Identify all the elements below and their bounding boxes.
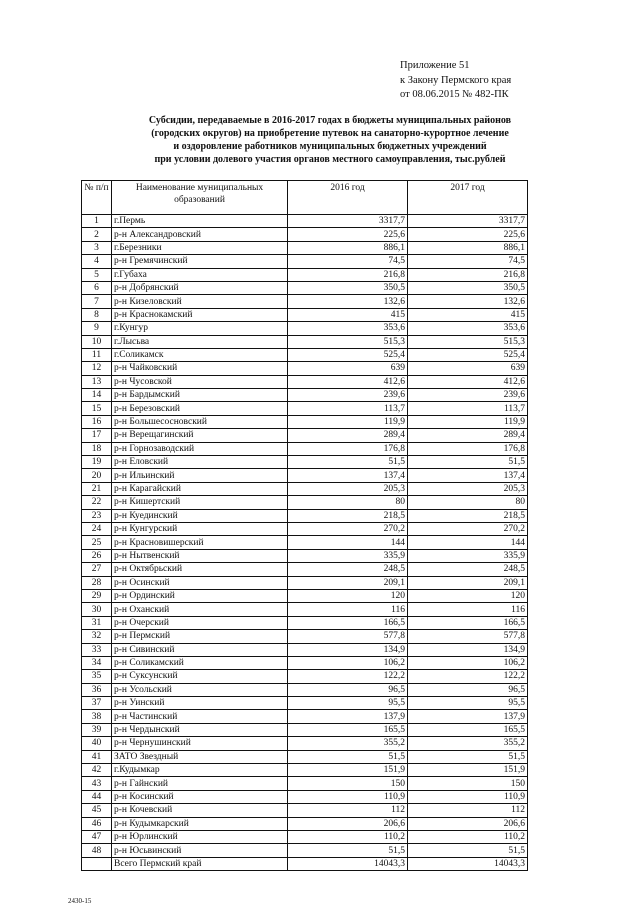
- row-value-2017: 132,6: [408, 295, 528, 308]
- table-row: [82, 375, 528, 388]
- row-municipality: р-н Александровский: [112, 228, 288, 241]
- table-row: [82, 563, 528, 576]
- table-row: [82, 322, 528, 335]
- row-number: 48: [82, 844, 112, 857]
- row-value-2017: 412,6: [408, 375, 528, 388]
- row-municipality: р-н Оханский: [112, 603, 288, 616]
- table-row: [82, 643, 528, 656]
- total-number-cell: [82, 857, 112, 870]
- row-value-2016: 3317,7: [288, 215, 408, 228]
- row-value-2017: 110,9: [408, 790, 528, 803]
- row-municipality: р-н Косинский: [112, 790, 288, 803]
- row-value-2016: 639: [288, 362, 408, 375]
- row-municipality: р-н Чайковский: [112, 362, 288, 375]
- row-number: 31: [82, 616, 112, 629]
- row-number: 1: [82, 215, 112, 228]
- total-value-2017: 14043,3: [408, 857, 528, 870]
- table-row: [82, 723, 528, 736]
- row-value-2016: 119,9: [288, 415, 408, 428]
- row-number: 27: [82, 563, 112, 576]
- row-value-2016: 209,1: [288, 576, 408, 589]
- row-value-2017: 120: [408, 589, 528, 602]
- row-number: 24: [82, 522, 112, 535]
- row-number: 15: [82, 402, 112, 415]
- table-row: [82, 844, 528, 857]
- row-municipality: г.Губаха: [112, 268, 288, 281]
- row-value-2016: 95,5: [288, 697, 408, 710]
- table-row: [82, 764, 528, 777]
- table-row: [82, 777, 528, 790]
- row-municipality: г.Соликамск: [112, 348, 288, 361]
- table-row: [82, 335, 528, 348]
- subsidy-table: [81, 180, 528, 871]
- row-value-2017: 165,5: [408, 723, 528, 736]
- row-municipality: р-н Юсьвинский: [112, 844, 288, 857]
- row-value-2017: 525,4: [408, 348, 528, 361]
- row-municipality: р-н Краснокамский: [112, 308, 288, 321]
- title-line-4: при условии долевого участия органов местного самоуправления, тыс.рублей: [154, 154, 506, 165]
- row-municipality: г.Кудымкар: [112, 764, 288, 777]
- row-value-2017: 51,5: [408, 456, 528, 469]
- row-value-2016: 137,4: [288, 469, 408, 482]
- row-number: 18: [82, 442, 112, 455]
- row-number: 22: [82, 496, 112, 509]
- row-municipality: р-н Сивинский: [112, 643, 288, 656]
- row-value-2016: 206,6: [288, 817, 408, 830]
- row-number: 41: [82, 750, 112, 763]
- table-row: [82, 790, 528, 803]
- table-row: [82, 482, 528, 495]
- table-row: [82, 549, 528, 562]
- row-number: 33: [82, 643, 112, 656]
- total-value-2016: 14043,3: [288, 857, 408, 870]
- row-number: 45: [82, 804, 112, 817]
- row-value-2017: 95,5: [408, 697, 528, 710]
- table-header-row: [82, 181, 528, 215]
- row-municipality: р-н Чердынский: [112, 723, 288, 736]
- table-row: [82, 469, 528, 482]
- row-value-2017: 119,9: [408, 415, 528, 428]
- table-row: [82, 656, 528, 669]
- row-number: 14: [82, 389, 112, 402]
- row-value-2016: 51,5: [288, 750, 408, 763]
- table-row: [82, 536, 528, 549]
- row-value-2017: 270,2: [408, 522, 528, 535]
- row-value-2017: 80: [408, 496, 528, 509]
- row-municipality: р-н Соликамский: [112, 656, 288, 669]
- table-row: [82, 429, 528, 442]
- table-row: [82, 362, 528, 375]
- row-value-2016: 151,9: [288, 764, 408, 777]
- row-value-2016: 355,2: [288, 737, 408, 750]
- row-municipality: р-н Березовский: [112, 402, 288, 415]
- row-value-2017: 113,7: [408, 402, 528, 415]
- row-value-2017: 415: [408, 308, 528, 321]
- row-number: 12: [82, 362, 112, 375]
- row-number: 6: [82, 281, 112, 294]
- row-municipality: р-н Горнозаводский: [112, 442, 288, 455]
- row-municipality: р-н Ординский: [112, 589, 288, 602]
- row-municipality: р-н Уинский: [112, 697, 288, 710]
- row-number: 20: [82, 469, 112, 482]
- row-number: 34: [82, 656, 112, 669]
- row-municipality: р-н Октябрьский: [112, 563, 288, 576]
- title-line-2: (городских округов) на приобретение путевок на санаторно-курортное лечение: [151, 128, 509, 139]
- row-value-2017: 248,5: [408, 563, 528, 576]
- table-row: [82, 415, 528, 428]
- table-row: [82, 683, 528, 696]
- row-value-2017: 3317,7: [408, 215, 528, 228]
- row-value-2017: 134,9: [408, 643, 528, 656]
- row-municipality: р-н Суксунский: [112, 670, 288, 683]
- row-value-2016: 176,8: [288, 442, 408, 455]
- table-row: [82, 589, 528, 602]
- row-number: 3: [82, 241, 112, 254]
- row-value-2017: 239,6: [408, 389, 528, 402]
- row-municipality: р-н Куединский: [112, 509, 288, 522]
- row-value-2017: 886,1: [408, 241, 528, 254]
- row-value-2017: 353,6: [408, 322, 528, 335]
- row-value-2017: 335,9: [408, 549, 528, 562]
- row-municipality: р-н Ильинский: [112, 469, 288, 482]
- row-municipality: г.Лысьва: [112, 335, 288, 348]
- row-value-2017: 51,5: [408, 750, 528, 763]
- table-row: [82, 804, 528, 817]
- row-value-2016: 144: [288, 536, 408, 549]
- row-number: 13: [82, 375, 112, 388]
- appendix-law: к Закону Пермского края: [400, 74, 512, 86]
- row-municipality: р-н Кочевский: [112, 804, 288, 817]
- row-value-2016: 525,4: [288, 348, 408, 361]
- table-row: [82, 442, 528, 455]
- row-value-2017: 225,6: [408, 228, 528, 241]
- row-value-2016: 335,9: [288, 549, 408, 562]
- row-value-2017: 112: [408, 804, 528, 817]
- row-value-2016: 134,9: [288, 643, 408, 656]
- header-2017: 2017 год: [408, 181, 528, 215]
- row-municipality: р-н Красновишерский: [112, 536, 288, 549]
- table-row: [82, 496, 528, 509]
- row-municipality: р-н Кизеловский: [112, 295, 288, 308]
- row-value-2016: 122,2: [288, 670, 408, 683]
- row-number: 26: [82, 549, 112, 562]
- table-row: [82, 389, 528, 402]
- row-value-2016: 51,5: [288, 456, 408, 469]
- row-value-2016: 74,5: [288, 255, 408, 268]
- row-value-2016: 110,2: [288, 830, 408, 843]
- row-value-2017: 216,8: [408, 268, 528, 281]
- row-municipality: р-н Пермский: [112, 630, 288, 643]
- row-value-2016: 205,3: [288, 482, 408, 495]
- row-number: 21: [82, 482, 112, 495]
- row-number: 9: [82, 322, 112, 335]
- table-row: [82, 348, 528, 361]
- row-value-2016: 51,5: [288, 844, 408, 857]
- row-value-2016: 116: [288, 603, 408, 616]
- row-value-2016: 112: [288, 804, 408, 817]
- row-number: 16: [82, 415, 112, 428]
- title-line-3: и оздоровление работников муниципальных бюджетных учреждений: [173, 141, 487, 152]
- row-value-2016: 886,1: [288, 241, 408, 254]
- row-municipality: р-н Очерский: [112, 616, 288, 629]
- header-number: № п/п: [82, 181, 112, 215]
- row-number: 2: [82, 228, 112, 241]
- row-value-2017: 144: [408, 536, 528, 549]
- table-row: [82, 308, 528, 321]
- row-value-2017: 166,5: [408, 616, 528, 629]
- row-number: 39: [82, 723, 112, 736]
- row-value-2017: 350,5: [408, 281, 528, 294]
- row-municipality: р-н Гремячинский: [112, 255, 288, 268]
- row-number: 5: [82, 268, 112, 281]
- appendix-reference: [400, 59, 600, 103]
- row-value-2016: 239,6: [288, 389, 408, 402]
- row-value-2016: 350,5: [288, 281, 408, 294]
- row-number: 29: [82, 589, 112, 602]
- row-number: 17: [82, 429, 112, 442]
- table-total-row: [82, 857, 528, 870]
- table-row: [82, 522, 528, 535]
- row-number: 4: [82, 255, 112, 268]
- row-number: 11: [82, 348, 112, 361]
- table-row: [82, 737, 528, 750]
- row-number: 38: [82, 710, 112, 723]
- row-municipality: р-н Усольский: [112, 683, 288, 696]
- table-row: [82, 295, 528, 308]
- row-municipality: р-н Чернушинский: [112, 737, 288, 750]
- row-municipality: р-н Верещагинский: [112, 429, 288, 442]
- row-value-2016: 120: [288, 589, 408, 602]
- row-number: 7: [82, 295, 112, 308]
- row-value-2017: 515,3: [408, 335, 528, 348]
- row-number: 19: [82, 456, 112, 469]
- row-value-2017: 289,4: [408, 429, 528, 442]
- row-number: 40: [82, 737, 112, 750]
- table-row: [82, 603, 528, 616]
- row-value-2016: 218,5: [288, 509, 408, 522]
- table-row: [82, 670, 528, 683]
- row-municipality: р-н Большесосновский: [112, 415, 288, 428]
- document-title: [80, 114, 580, 166]
- table-row: [82, 750, 528, 763]
- row-value-2016: 515,3: [288, 335, 408, 348]
- appendix-date: от 08.06.2015 № 482-ПК: [400, 89, 509, 100]
- row-value-2016: 80: [288, 496, 408, 509]
- row-number: 30: [82, 603, 112, 616]
- row-value-2016: 137,9: [288, 710, 408, 723]
- row-municipality: р-н Кишертский: [112, 496, 288, 509]
- table-row: [82, 281, 528, 294]
- row-municipality: р-н Бардымский: [112, 389, 288, 402]
- row-number: 23: [82, 509, 112, 522]
- row-municipality: г.Пермь: [112, 215, 288, 228]
- row-number: 10: [82, 335, 112, 348]
- row-municipality: р-н Чусовской: [112, 375, 288, 388]
- row-number: 28: [82, 576, 112, 589]
- row-value-2016: 113,7: [288, 402, 408, 415]
- row-number: 47: [82, 830, 112, 843]
- row-municipality: р-н Добрянский: [112, 281, 288, 294]
- row-value-2016: 96,5: [288, 683, 408, 696]
- table-row: [82, 697, 528, 710]
- row-number: 32: [82, 630, 112, 643]
- row-value-2016: 270,2: [288, 522, 408, 535]
- table-row: [82, 710, 528, 723]
- row-value-2017: 116: [408, 603, 528, 616]
- table-row: [82, 817, 528, 830]
- row-municipality: р-н Нытвенский: [112, 549, 288, 562]
- row-value-2016: 132,6: [288, 295, 408, 308]
- row-municipality: р-н Частинский: [112, 710, 288, 723]
- table-row: [82, 576, 528, 589]
- table-row: [82, 215, 528, 228]
- header-2016: 2016 год: [288, 181, 408, 215]
- row-value-2016: 225,6: [288, 228, 408, 241]
- row-number: 42: [82, 764, 112, 777]
- row-municipality: р-н Карагайский: [112, 482, 288, 495]
- row-value-2016: 216,8: [288, 268, 408, 281]
- table-row: [82, 456, 528, 469]
- row-value-2016: 412,6: [288, 375, 408, 388]
- row-value-2016: 415: [288, 308, 408, 321]
- row-value-2016: 166,5: [288, 616, 408, 629]
- row-value-2016: 110,9: [288, 790, 408, 803]
- row-value-2017: 355,2: [408, 737, 528, 750]
- row-municipality: р-н Юрлинский: [112, 830, 288, 843]
- row-value-2017: 106,2: [408, 656, 528, 669]
- row-number: 36: [82, 683, 112, 696]
- row-value-2016: 289,4: [288, 429, 408, 442]
- table-row: [82, 830, 528, 843]
- row-value-2017: 122,2: [408, 670, 528, 683]
- row-value-2017: 206,6: [408, 817, 528, 830]
- row-value-2017: 137,9: [408, 710, 528, 723]
- row-number: 37: [82, 697, 112, 710]
- row-value-2016: 353,6: [288, 322, 408, 335]
- row-value-2016: 577,8: [288, 630, 408, 643]
- table-body: [82, 215, 528, 871]
- row-number: 8: [82, 308, 112, 321]
- table-row: [82, 630, 528, 643]
- row-municipality: р-н Кунгурский: [112, 522, 288, 535]
- row-value-2016: 106,2: [288, 656, 408, 669]
- row-number: 35: [82, 670, 112, 683]
- row-number: 43: [82, 777, 112, 790]
- title-line-1: Субсидии, передаваемые в 2016-2017 годах в бюджеты муниципальных районов: [148, 115, 512, 126]
- row-number: 25: [82, 536, 112, 549]
- row-value-2017: 218,5: [408, 509, 528, 522]
- total-label: Всего Пермский край: [112, 857, 288, 870]
- table-row: [82, 255, 528, 268]
- table-row: [82, 616, 528, 629]
- row-value-2017: 151,9: [408, 764, 528, 777]
- row-value-2017: 205,3: [408, 482, 528, 495]
- row-value-2017: 577,8: [408, 630, 528, 643]
- row-value-2017: 96,5: [408, 683, 528, 696]
- row-municipality: г.Березники: [112, 241, 288, 254]
- table-row: [82, 228, 528, 241]
- row-municipality: р-н Осинский: [112, 576, 288, 589]
- table-row: [82, 402, 528, 415]
- table-row: [82, 241, 528, 254]
- table-row: [82, 509, 528, 522]
- row-value-2017: 74,5: [408, 255, 528, 268]
- row-value-2017: 150: [408, 777, 528, 790]
- row-number: 44: [82, 790, 112, 803]
- row-municipality: ЗАТО Звездный: [112, 750, 288, 763]
- row-number: 46: [82, 817, 112, 830]
- row-value-2017: 176,8: [408, 442, 528, 455]
- row-municipality: г.Кунгур: [112, 322, 288, 335]
- row-municipality: р-н Кудымкарский: [112, 817, 288, 830]
- row-value-2017: 51,5: [408, 844, 528, 857]
- document-code: 2430-15: [68, 897, 92, 905]
- row-value-2017: 137,4: [408, 469, 528, 482]
- appendix-number: Приложение 51: [400, 60, 470, 71]
- row-municipality: р-н Гайнский: [112, 777, 288, 790]
- row-value-2017: 639: [408, 362, 528, 375]
- table-row: [82, 268, 528, 281]
- row-value-2017: 209,1: [408, 576, 528, 589]
- row-value-2017: 110,2: [408, 830, 528, 843]
- row-municipality: р-н Еловский: [112, 456, 288, 469]
- row-value-2016: 150: [288, 777, 408, 790]
- row-value-2016: 165,5: [288, 723, 408, 736]
- header-municipality: Наименование муниципальных образований: [112, 181, 288, 215]
- row-value-2016: 248,5: [288, 563, 408, 576]
